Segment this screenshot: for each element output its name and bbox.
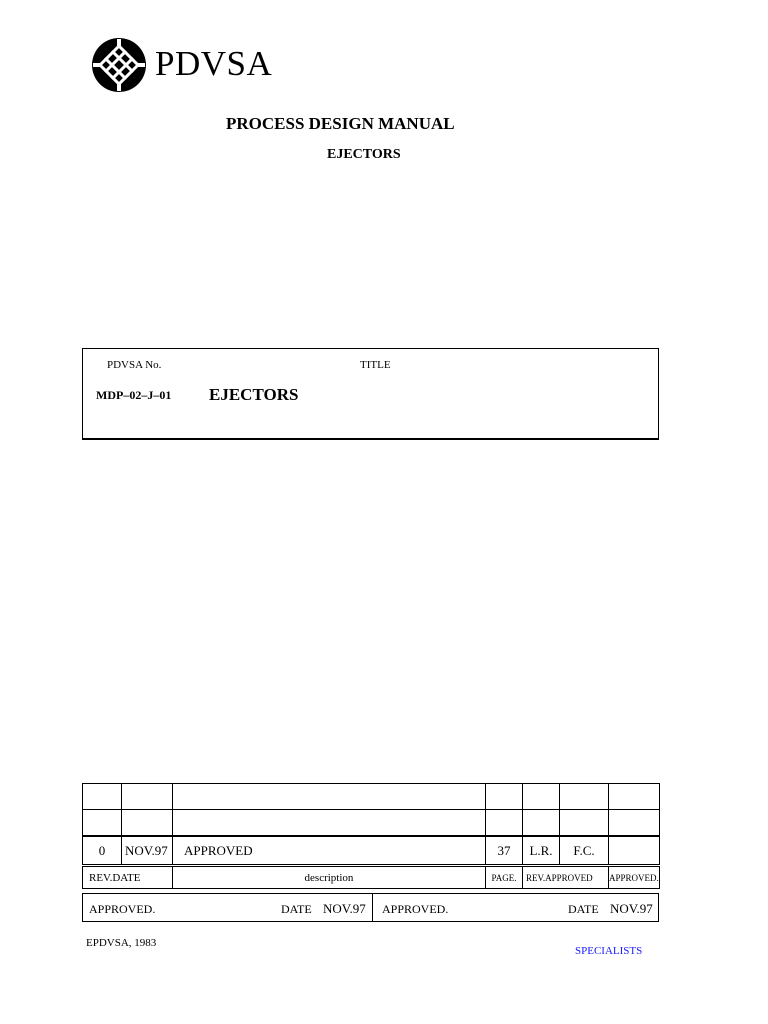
table-row [83,784,660,810]
date-header: DATE [112,871,141,884]
revision-number: 0 [83,836,122,866]
revision-pages: 37 [486,836,523,866]
date-left-value: NOV.97 [323,901,366,916]
document-subtitle: EJECTORS [327,147,401,162]
document-id-box [82,348,659,440]
document-title: EJECTORS [209,385,299,404]
rev-date-header [83,866,173,889]
date-left-label: DATE [281,902,312,916]
date-right-label: DATE [568,902,599,916]
revision-description: APPROVED [173,836,486,866]
date-right-value: NOV.97 [610,901,653,916]
revision-reviewed-by: L.R. [523,836,560,866]
title-label: TITLE [360,359,391,371]
rev-header: REV. [89,871,113,884]
manual-title: PROCESS DESIGN MANUAL [226,114,455,133]
revision-table [82,783,660,889]
approved-left-label: APPROVED. [89,902,156,916]
approved2-header: APPROVED. [609,866,660,889]
specialists-link[interactable]: SPECIALISTS [575,945,643,957]
approved-right-label: APPROVED. [382,902,449,916]
page-header: PAGE. [486,866,523,889]
logo-text: PDVSA [155,44,273,83]
approval-divider [372,894,373,921]
revision-date: NOV.97 [122,836,173,866]
document-number: MDP–02–J–01 [96,388,172,402]
description-header: description [173,866,486,889]
revision-approved-2 [609,836,660,866]
pdvsa-number-label: PDVSA No. [107,359,162,371]
table-row [83,836,660,866]
pdvsa-logo-icon [91,37,147,93]
revision-approved-by: F.C. [560,836,609,866]
table-header-row [83,866,660,889]
copyright-text: EPDVSA, 1983 [86,937,157,949]
table-row [83,810,660,837]
rev-approved-header [523,866,609,889]
rev2-header: REV. [526,872,546,883]
approved-header: APPROVED [545,872,593,883]
approval-row [82,893,659,922]
